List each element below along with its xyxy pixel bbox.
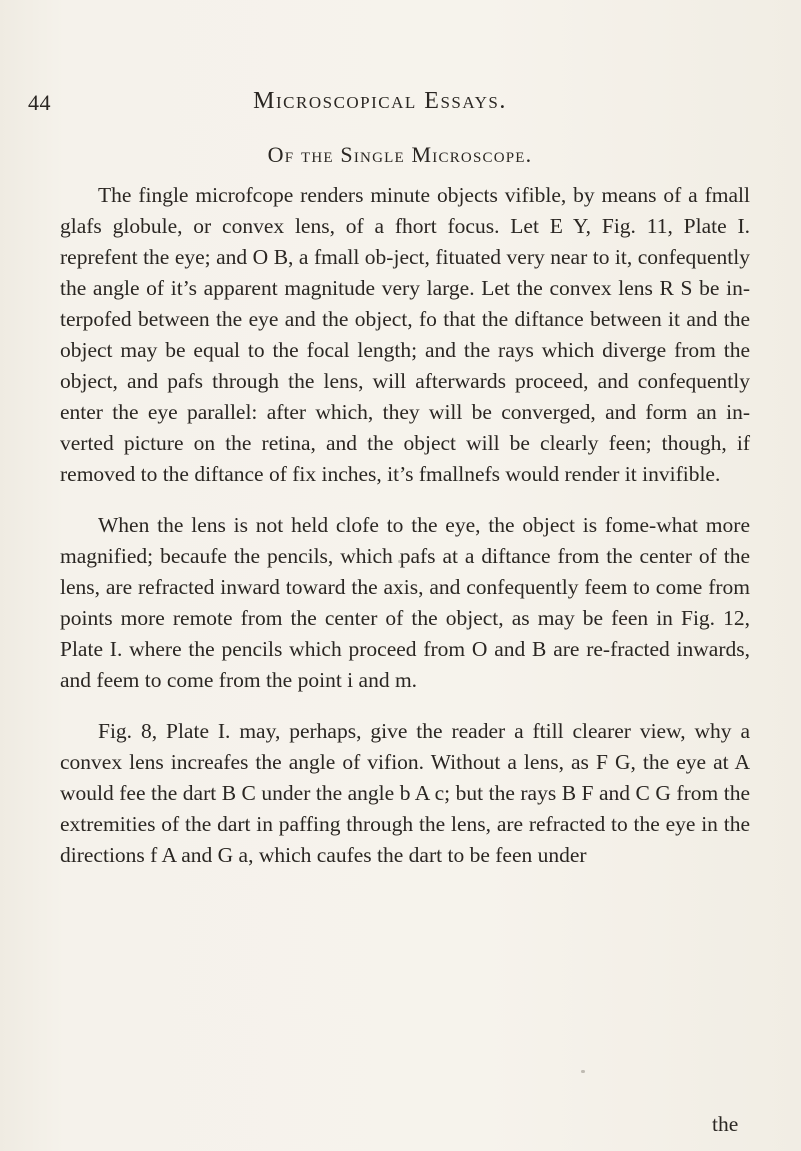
page-number: 44 <box>28 90 51 115</box>
body-text <box>60 180 750 871</box>
catchword: the <box>712 1112 739 1136</box>
running-head: Microscopical Essays. <box>253 88 507 114</box>
paragraph: Fig. 8, Plate I. may, perhaps, give the reader a ftill clearer view, why a convex lens increafes the angle of vifion. Without a lens, as F G, the eye at A would fee the dart B C under the angle b A c; but the rays B F and C G from the extremities of the dart in paffing through the lens, are refracted to the eye in the directions f A and G a, which caufes the dart to be feen under <box>60 719 750 867</box>
ink-speck <box>581 1070 585 1073</box>
paragraph: The fingle microfcope renders minute objects vifible, by means of a fmall glafs globule, or convex lens, of a fhort focus. Let E Y, Fig. 11, Plate I. reprefent the eye; and O B, a fmall ob-ject, fituated very near to it, confequently the angle of it’s apparent magnitude very large. Let the convex lens R S be in-terpofed between the eye and the object, fo that the diftance between it and the object may be equal to the focal length; and the rays which diverge from the object, and pafs through the lens, will afterwards proceed, and confequently enter the eye parallel: after which, they will be converged, and form an in-verted picture on the retina, and the object will be clearly feen; though, if removed to the diftance of fix inches, it’s fmallnefs would render it invifible. <box>60 183 750 486</box>
paragraph: When the lens is not held clofe to the eye, the object is fome-what more magnified; becaufe the pencils, which pafs at a diftance from the center of the lens, are refracted inward toward the axis, and confequently feem to come from points more remote from the center of the object, as may be feen in Fig. 12, Plate I. where the pencils which proceed from O and B are re-fracted inwards, and feem to come from the point i and m. <box>60 513 750 692</box>
section-title: Of the Single Microscope. <box>267 142 533 167</box>
